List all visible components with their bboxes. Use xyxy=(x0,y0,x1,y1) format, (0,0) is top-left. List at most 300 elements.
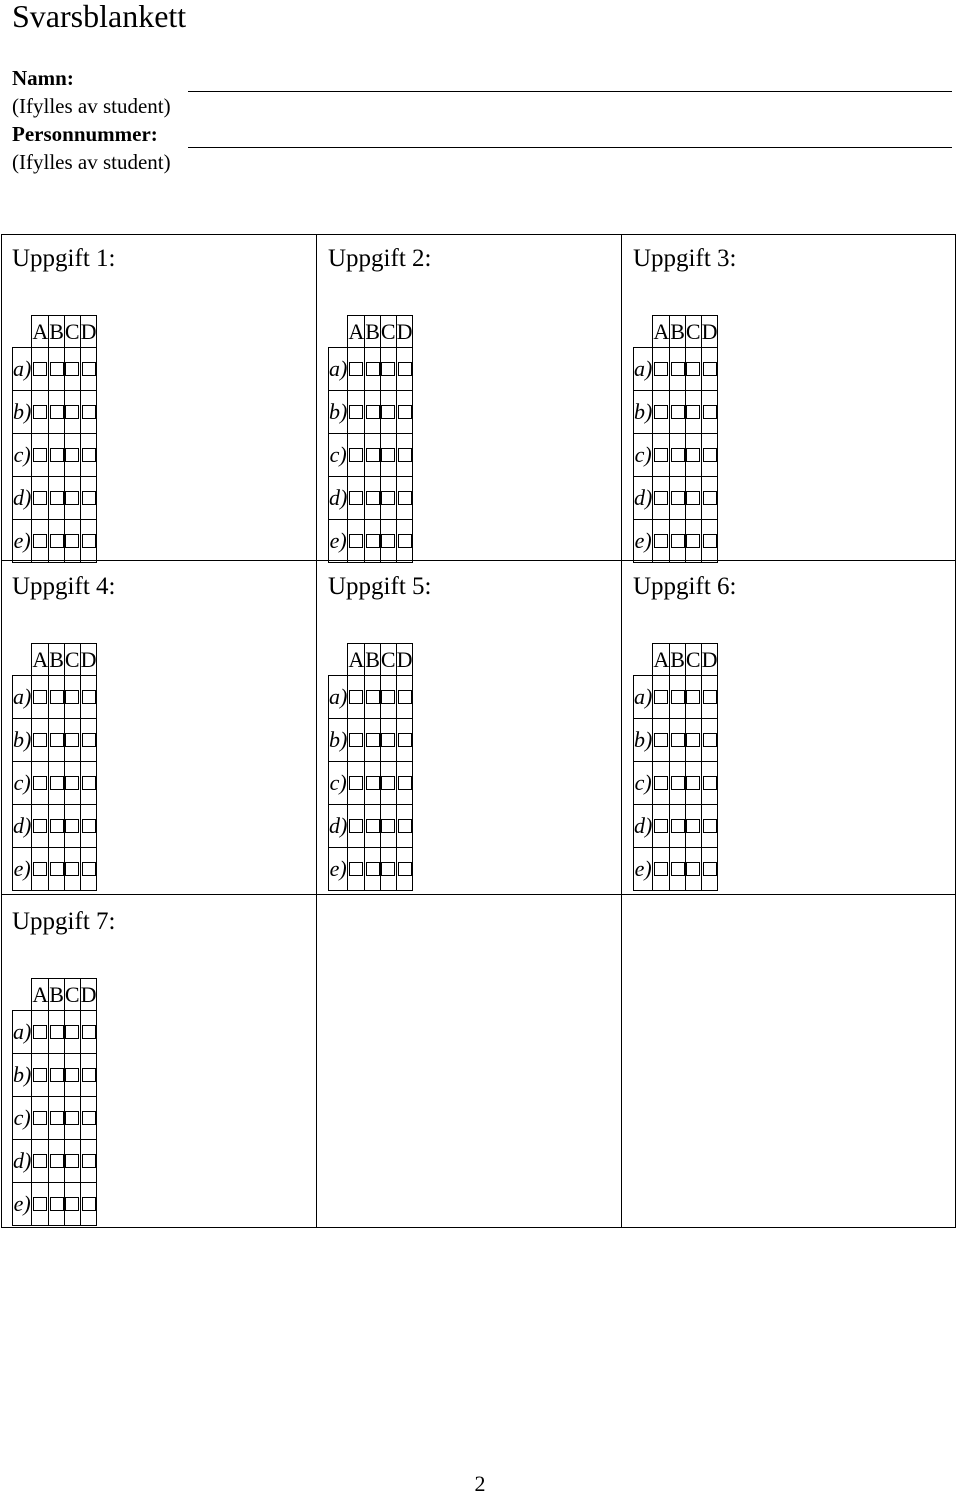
answer-cell xyxy=(32,391,49,434)
column-header: C xyxy=(685,316,701,348)
answer-cell xyxy=(49,1183,65,1226)
answer-checkbox[interactable] xyxy=(65,1197,79,1211)
column-header: C xyxy=(64,316,80,348)
answer-checkbox[interactable] xyxy=(671,819,685,833)
answer-checkbox[interactable] xyxy=(50,448,64,462)
answer-checkbox[interactable] xyxy=(366,448,380,462)
student-info xyxy=(12,64,960,176)
answer-cell xyxy=(49,762,65,805)
answer-checkbox[interactable] xyxy=(366,862,380,876)
table-row xyxy=(634,477,718,520)
answer-checkbox[interactable] xyxy=(50,733,64,747)
answer-cell xyxy=(365,762,381,805)
table-row xyxy=(13,1054,97,1097)
answer-cell xyxy=(49,477,65,520)
answer-checkbox[interactable] xyxy=(381,733,395,747)
header-row xyxy=(13,644,97,676)
answer-cell xyxy=(670,719,686,762)
answer-table xyxy=(633,643,718,891)
answer-checkbox[interactable] xyxy=(398,819,412,833)
answer-checkbox[interactable] xyxy=(654,491,668,505)
table-row xyxy=(329,434,413,477)
answer-checkbox[interactable] xyxy=(703,690,717,704)
answer-cell xyxy=(32,805,49,848)
answer-cell xyxy=(80,477,97,520)
answer-checkbox[interactable] xyxy=(686,862,700,876)
answer-checkbox[interactable] xyxy=(33,448,47,462)
answer-cell xyxy=(64,391,80,434)
answer-checkbox[interactable] xyxy=(349,362,363,376)
column-header: D xyxy=(80,316,97,348)
answer-checkbox[interactable] xyxy=(65,819,79,833)
answer-cell xyxy=(365,520,381,563)
answer-checkbox[interactable] xyxy=(33,819,47,833)
corner-cell xyxy=(13,979,32,1011)
answer-cell xyxy=(396,348,413,391)
row-label: a) xyxy=(634,348,653,391)
answer-checkbox[interactable] xyxy=(381,690,395,704)
answer-checkbox[interactable] xyxy=(65,733,79,747)
answer-checkbox[interactable] xyxy=(82,1025,96,1039)
answer-cell xyxy=(49,348,65,391)
answer-cell xyxy=(80,1097,97,1140)
answer-checkbox[interactable] xyxy=(703,819,717,833)
answer-checkbox[interactable] xyxy=(33,1197,47,1211)
row-label: a) xyxy=(329,676,348,719)
answer-checkbox[interactable] xyxy=(703,362,717,376)
answer-checkbox[interactable] xyxy=(381,362,395,376)
answer-cell xyxy=(396,719,413,762)
answer-checkbox[interactable] xyxy=(671,491,685,505)
answer-checkbox[interactable] xyxy=(33,862,47,876)
table-row xyxy=(13,348,97,391)
answer-checkbox[interactable] xyxy=(65,362,79,376)
answer-checkbox[interactable] xyxy=(398,362,412,376)
answer-checkbox[interactable] xyxy=(82,862,96,876)
column-header: A xyxy=(653,644,670,676)
answer-checkbox[interactable] xyxy=(671,362,685,376)
answer-cell xyxy=(380,676,396,719)
answer-checkbox[interactable] xyxy=(33,1068,47,1082)
answer-cell xyxy=(396,434,413,477)
answer-cell xyxy=(365,676,381,719)
answer-checkbox[interactable] xyxy=(654,776,668,790)
answer-checkbox[interactable] xyxy=(50,1154,64,1168)
answer-checkbox[interactable] xyxy=(33,405,47,419)
header-row xyxy=(329,644,413,676)
answer-checkbox[interactable] xyxy=(349,819,363,833)
corner-cell xyxy=(634,316,653,348)
table-row xyxy=(329,676,413,719)
answer-checkbox[interactable] xyxy=(686,362,700,376)
row-label: d) xyxy=(13,1140,32,1183)
row-label: d) xyxy=(329,805,348,848)
answer-cell xyxy=(49,520,65,563)
answer-checkbox[interactable] xyxy=(398,862,412,876)
answer-cell xyxy=(670,391,686,434)
answer-checkbox[interactable] xyxy=(703,491,717,505)
answer-checkbox[interactable] xyxy=(349,690,363,704)
column-header: D xyxy=(701,316,718,348)
answer-cell xyxy=(32,676,49,719)
table-row xyxy=(13,762,97,805)
answer-checkbox[interactable] xyxy=(654,405,668,419)
row-label: a) xyxy=(329,348,348,391)
answer-cell xyxy=(396,805,413,848)
answer-checkbox[interactable] xyxy=(366,534,380,548)
column-header: A xyxy=(32,644,49,676)
answer-cell xyxy=(49,1054,65,1097)
answer-table xyxy=(12,643,97,891)
answer-cell xyxy=(396,762,413,805)
answer-cell xyxy=(653,848,670,891)
answer-cell xyxy=(701,520,718,563)
answer-checkbox[interactable] xyxy=(686,733,700,747)
answer-checkbox[interactable] xyxy=(381,776,395,790)
header-row xyxy=(634,316,718,348)
row-label: c) xyxy=(13,1097,32,1140)
answer-checkbox[interactable] xyxy=(65,491,79,505)
answer-checkbox[interactable] xyxy=(366,733,380,747)
answer-checkbox[interactable] xyxy=(82,819,96,833)
answer-cell xyxy=(32,1097,49,1140)
answer-cell xyxy=(64,348,80,391)
answer-checkbox[interactable] xyxy=(65,405,79,419)
answer-checkbox[interactable] xyxy=(50,1111,64,1125)
answer-checkbox[interactable] xyxy=(671,862,685,876)
answer-checkbox[interactable] xyxy=(398,690,412,704)
answer-cell xyxy=(380,848,396,891)
row-label: b) xyxy=(13,719,32,762)
corner-cell xyxy=(329,316,348,348)
answer-checkbox[interactable] xyxy=(50,862,64,876)
answer-checkbox[interactable] xyxy=(398,405,412,419)
answer-checkbox[interactable] xyxy=(65,1111,79,1125)
answer-cell xyxy=(64,805,80,848)
answer-checkbox[interactable] xyxy=(381,405,395,419)
answer-checkbox[interactable] xyxy=(82,776,96,790)
answer-checkbox[interactable] xyxy=(703,534,717,548)
answer-checkbox[interactable] xyxy=(33,690,47,704)
answer-checkbox[interactable] xyxy=(50,1025,64,1039)
answer-checkbox[interactable] xyxy=(366,362,380,376)
answer-checkbox[interactable] xyxy=(366,690,380,704)
answer-cell xyxy=(670,348,686,391)
answer-cell xyxy=(49,1097,65,1140)
corner-cell xyxy=(329,644,348,676)
row-label: a) xyxy=(13,676,32,719)
answer-checkbox[interactable] xyxy=(50,1197,64,1211)
answer-cell xyxy=(685,520,701,563)
column-header: C xyxy=(685,644,701,676)
answer-table xyxy=(12,978,97,1226)
answer-cell xyxy=(365,848,381,891)
row-label: b) xyxy=(329,719,348,762)
answer-cell xyxy=(348,391,365,434)
answer-cell xyxy=(380,719,396,762)
answer-cell xyxy=(653,676,670,719)
answer-checkbox[interactable] xyxy=(686,819,700,833)
answer-cell xyxy=(80,1183,97,1226)
answer-cell xyxy=(653,719,670,762)
answer-checkbox[interactable] xyxy=(65,448,79,462)
answer-checkbox[interactable] xyxy=(65,1068,79,1082)
answer-checkbox[interactable] xyxy=(50,534,64,548)
row-label: d) xyxy=(634,477,653,520)
row-label: b) xyxy=(634,719,653,762)
answer-checkbox[interactable] xyxy=(398,776,412,790)
answer-checkbox[interactable] xyxy=(671,776,685,790)
answer-cell xyxy=(32,762,49,805)
answer-checkbox[interactable] xyxy=(686,776,700,790)
answer-checkbox[interactable] xyxy=(654,534,668,548)
answer-cell xyxy=(685,805,701,848)
answer-cell xyxy=(348,848,365,891)
answer-cell xyxy=(80,676,97,719)
answer-checkbox[interactable] xyxy=(82,491,96,505)
id-label: Personnummer: xyxy=(12,122,158,146)
answer-checkbox[interactable] xyxy=(703,733,717,747)
answer-cell xyxy=(64,1183,80,1226)
answer-checkbox[interactable] xyxy=(654,362,668,376)
id-hint-row xyxy=(12,148,960,176)
id-hint: (Ifylles av student) xyxy=(12,150,171,174)
answer-checkbox[interactable] xyxy=(686,405,700,419)
answer-checkbox[interactable] xyxy=(82,534,96,548)
answer-cell xyxy=(64,719,80,762)
answer-checkbox[interactable] xyxy=(349,491,363,505)
answer-checkbox[interactable] xyxy=(349,448,363,462)
column-header: D xyxy=(396,316,413,348)
answer-checkbox[interactable] xyxy=(703,862,717,876)
answer-checkbox[interactable] xyxy=(50,362,64,376)
column-header: B xyxy=(49,316,65,348)
column-header: C xyxy=(64,979,80,1011)
answer-checkbox[interactable] xyxy=(50,690,64,704)
answer-checkbox[interactable] xyxy=(671,690,685,704)
answer-checkbox[interactable] xyxy=(381,862,395,876)
answer-checkbox[interactable] xyxy=(671,733,685,747)
answer-cell xyxy=(64,1011,80,1054)
answer-checkbox[interactable] xyxy=(65,534,79,548)
answer-cell xyxy=(80,520,97,563)
answer-cell xyxy=(380,477,396,520)
form-title: Svarsblankett xyxy=(12,0,187,34)
id-row xyxy=(12,120,960,148)
answer-cell xyxy=(685,719,701,762)
answer-checkbox[interactable] xyxy=(654,690,668,704)
table-row xyxy=(329,848,413,891)
answer-checkbox[interactable] xyxy=(82,690,96,704)
corner-cell xyxy=(634,644,653,676)
row-label: d) xyxy=(634,805,653,848)
answer-checkbox[interactable] xyxy=(82,733,96,747)
answer-checkbox[interactable] xyxy=(366,819,380,833)
answer-checkbox[interactable] xyxy=(381,819,395,833)
answer-checkbox[interactable] xyxy=(65,776,79,790)
answer-cell xyxy=(670,477,686,520)
column-header: A xyxy=(348,316,365,348)
answer-checkbox[interactable] xyxy=(82,1154,96,1168)
task-title: Uppgift 3: xyxy=(633,245,737,272)
column-header: C xyxy=(380,316,396,348)
answer-checkbox[interactable] xyxy=(654,733,668,747)
table-row xyxy=(329,391,413,434)
answer-cell xyxy=(80,1054,97,1097)
answer-checkbox[interactable] xyxy=(671,448,685,462)
row-label: a) xyxy=(13,1011,32,1054)
column-header: B xyxy=(670,316,686,348)
answer-checkbox[interactable] xyxy=(654,819,668,833)
column-header: B xyxy=(670,644,686,676)
answer-checkbox[interactable] xyxy=(671,534,685,548)
answer-checkbox[interactable] xyxy=(366,776,380,790)
answer-checkbox[interactable] xyxy=(33,733,47,747)
answer-checkbox[interactable] xyxy=(33,534,47,548)
answer-cell xyxy=(685,762,701,805)
answer-checkbox[interactable] xyxy=(703,448,717,462)
answer-checkbox[interactable] xyxy=(671,405,685,419)
answer-checkbox[interactable] xyxy=(65,1025,79,1039)
answer-checkbox[interactable] xyxy=(33,1025,47,1039)
answer-checkbox[interactable] xyxy=(82,1068,96,1082)
row-label: a) xyxy=(634,676,653,719)
answer-checkbox[interactable] xyxy=(381,448,395,462)
row-label: a) xyxy=(13,348,32,391)
answer-checkbox[interactable] xyxy=(349,405,363,419)
answer-checkbox[interactable] xyxy=(50,491,64,505)
answer-checkbox[interactable] xyxy=(82,1111,96,1125)
answer-checkbox[interactable] xyxy=(703,776,717,790)
answer-cell xyxy=(49,719,65,762)
answer-checkbox[interactable] xyxy=(686,491,700,505)
page-number: 2 xyxy=(474,1471,486,1496)
column-header: B xyxy=(49,644,65,676)
task-title: Uppgift 7: xyxy=(12,908,116,935)
answer-cell xyxy=(49,434,65,477)
table-row xyxy=(634,848,718,891)
answer-checkbox[interactable] xyxy=(65,1154,79,1168)
column-header: D xyxy=(396,644,413,676)
name-label: Namn: xyxy=(12,66,74,90)
answer-cell xyxy=(32,1011,49,1054)
answer-cell xyxy=(64,1140,80,1183)
answer-cell xyxy=(32,434,49,477)
answer-checkbox[interactable] xyxy=(686,534,700,548)
answer-table xyxy=(328,643,413,891)
answer-cell xyxy=(701,848,718,891)
table-row xyxy=(634,348,718,391)
answer-cell xyxy=(64,676,80,719)
answer-cell xyxy=(80,1140,97,1183)
answer-checkbox[interactable] xyxy=(381,491,395,505)
answer-checkbox[interactable] xyxy=(33,1111,47,1125)
answer-checkbox[interactable] xyxy=(686,448,700,462)
table-row xyxy=(13,1183,97,1226)
answer-checkbox[interactable] xyxy=(366,405,380,419)
row-label: c) xyxy=(634,434,653,477)
answer-checkbox[interactable] xyxy=(33,776,47,790)
answer-cell xyxy=(80,805,97,848)
header-row xyxy=(634,644,718,676)
answer-cell xyxy=(80,762,97,805)
answer-cell xyxy=(49,1140,65,1183)
answer-checkbox[interactable] xyxy=(381,534,395,548)
answer-checkbox[interactable] xyxy=(65,690,79,704)
answer-grid xyxy=(1,234,956,1228)
table-row xyxy=(634,434,718,477)
grid-divider xyxy=(316,235,317,1227)
answer-checkbox[interactable] xyxy=(654,448,668,462)
row-label: c) xyxy=(634,762,653,805)
answer-checkbox[interactable] xyxy=(349,534,363,548)
answer-checkbox[interactable] xyxy=(398,534,412,548)
answer-cell xyxy=(685,434,701,477)
answer-checkbox[interactable] xyxy=(398,733,412,747)
answer-checkbox[interactable] xyxy=(50,776,64,790)
answer-checkbox[interactable] xyxy=(349,733,363,747)
answer-checkbox[interactable] xyxy=(82,1197,96,1211)
header-row xyxy=(13,316,97,348)
answer-checkbox[interactable] xyxy=(703,405,717,419)
answer-cell xyxy=(348,719,365,762)
answer-checkbox[interactable] xyxy=(50,405,64,419)
task-title: Uppgift 6: xyxy=(633,573,737,600)
answer-checkbox[interactable] xyxy=(50,1068,64,1082)
table-row xyxy=(329,520,413,563)
table-row xyxy=(13,676,97,719)
answer-cell xyxy=(32,848,49,891)
row-label: c) xyxy=(329,434,348,477)
answer-cell xyxy=(348,434,365,477)
answer-checkbox[interactable] xyxy=(654,862,668,876)
answer-cell xyxy=(653,805,670,848)
answer-checkbox[interactable] xyxy=(50,819,64,833)
answer-cell xyxy=(670,762,686,805)
answer-checkbox[interactable] xyxy=(82,405,96,419)
table-row xyxy=(634,719,718,762)
answer-checkbox[interactable] xyxy=(349,862,363,876)
answer-checkbox[interactable] xyxy=(686,690,700,704)
table-row xyxy=(329,762,413,805)
answer-cell xyxy=(653,477,670,520)
answer-cell xyxy=(701,434,718,477)
answer-cell xyxy=(396,848,413,891)
answer-cell xyxy=(380,762,396,805)
answer-checkbox[interactable] xyxy=(82,362,96,376)
answer-checkbox[interactable] xyxy=(65,862,79,876)
table-row xyxy=(13,477,97,520)
answer-checkbox[interactable] xyxy=(33,362,47,376)
answer-cell xyxy=(380,348,396,391)
table-row xyxy=(634,805,718,848)
row-label: b) xyxy=(329,391,348,434)
answer-checkbox[interactable] xyxy=(398,448,412,462)
answer-checkbox[interactable] xyxy=(82,448,96,462)
task-title: Uppgift 2: xyxy=(328,245,432,272)
answer-checkbox[interactable] xyxy=(33,491,47,505)
row-label: d) xyxy=(329,477,348,520)
answer-checkbox[interactable] xyxy=(398,491,412,505)
answer-cell xyxy=(670,848,686,891)
answer-checkbox[interactable] xyxy=(349,776,363,790)
answer-checkbox[interactable] xyxy=(33,1154,47,1168)
answer-checkbox[interactable] xyxy=(366,491,380,505)
task-title: Uppgift 4: xyxy=(12,573,116,600)
table-row xyxy=(13,805,97,848)
row-label: b) xyxy=(634,391,653,434)
grid-divider xyxy=(2,560,955,561)
